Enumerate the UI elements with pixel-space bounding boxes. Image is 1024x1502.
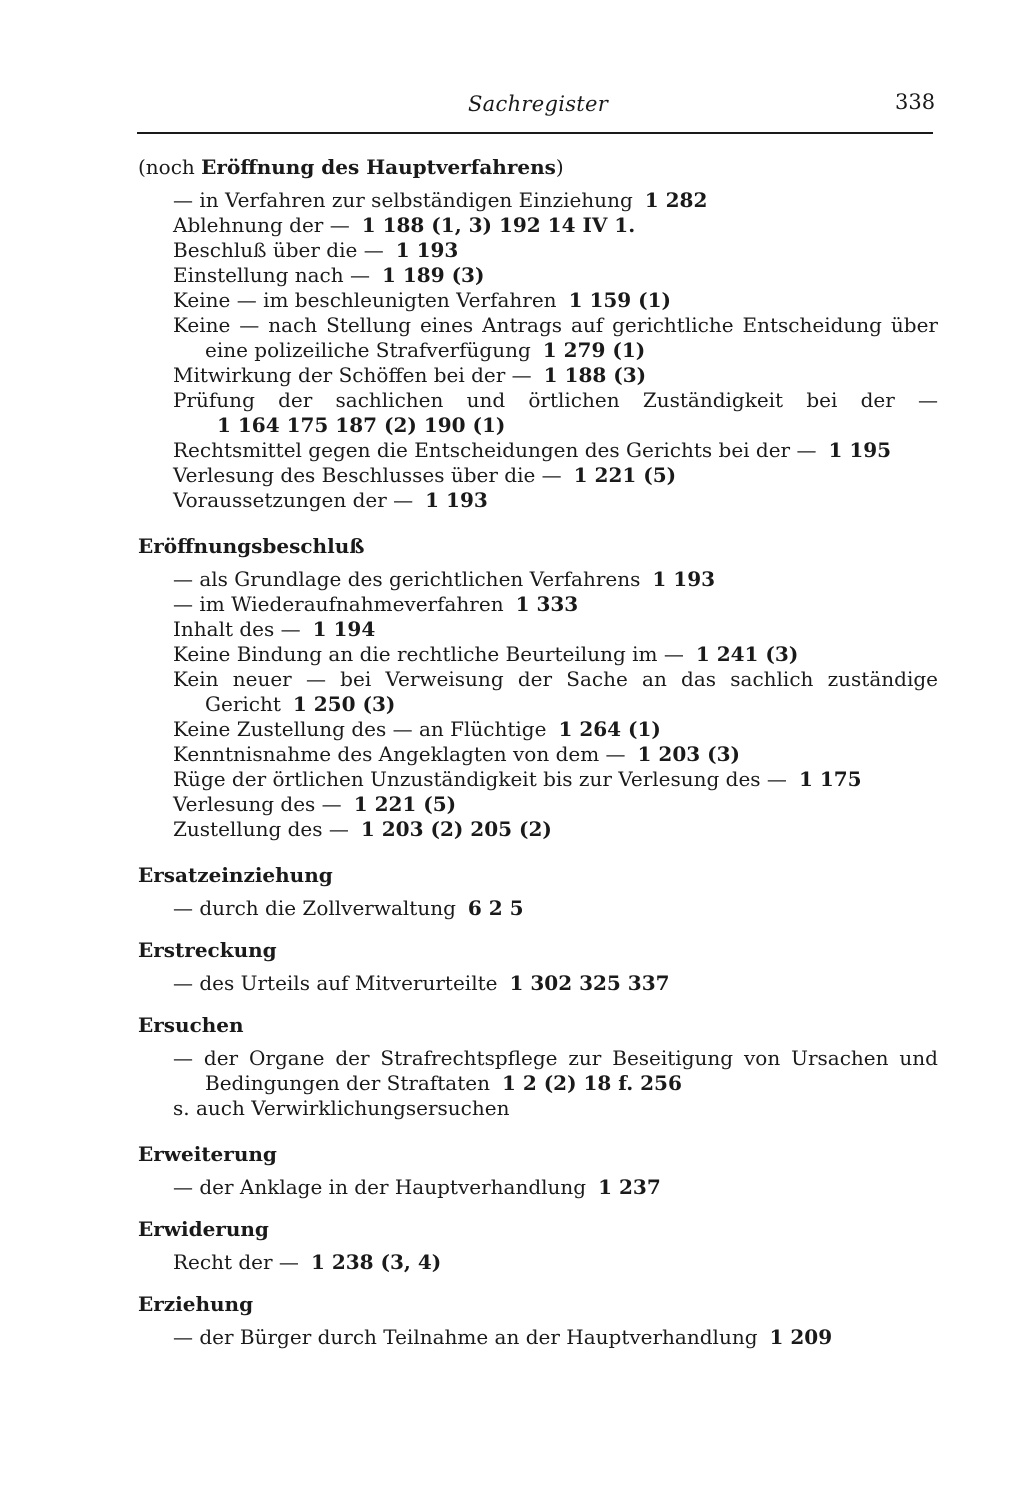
index-entry (173, 313, 938, 363)
entry-reference: 1 188 (1, 3) 192 14 IV 1. (361, 213, 636, 237)
index-section (138, 863, 938, 921)
index-heading: Eröffnungsbeschluß (138, 534, 365, 558)
index-section (138, 1292, 938, 1350)
entry-text: Keine Zustellung des — an Flüchtige (173, 717, 547, 741)
entry-reference: 1 159 (1) (568, 288, 672, 312)
index-entry (173, 642, 938, 667)
entry-reference: 1 250 (3) (292, 692, 396, 716)
page-number: 338 (895, 90, 936, 114)
entry-reference: 1 282 (644, 188, 708, 212)
entry-reference: 1 193 (425, 488, 488, 512)
entry-text: Rechtsmittel gegen die Entscheidungen des Gerichts bei der — (173, 438, 817, 462)
entry-reference: 1 164 175 187 (2) 190 (1) (217, 413, 506, 437)
index-section (138, 1013, 938, 1121)
entry-text: — in Verfahren zur selbständigen Einziehung (173, 188, 633, 212)
index-entry (173, 1175, 938, 1200)
entry-text: Rüge der örtlichen Unzuständigkeit bis zur Verlesung des — (173, 767, 787, 791)
index-heading: Erwiderung (138, 1217, 269, 1241)
index-heading: (noch Eröffnung des Hauptverfahrens) (138, 155, 564, 179)
index-entry (173, 238, 938, 263)
entry-reference: 1 2 (2) 18 f. 256 (501, 1071, 682, 1095)
entry-text: Prüfung der sachlichen und örtlichen Zuständigkeit bei der — (173, 388, 938, 412)
index-content (138, 155, 938, 1367)
index-entry (173, 817, 938, 842)
entry-text: — durch die Zollverwaltung (173, 896, 456, 920)
entry-reference: 1 203 (2) 205 (2) (360, 817, 552, 841)
entry-reference: 1 241 (3) (695, 642, 799, 666)
index-entry (173, 792, 938, 817)
index-section (138, 155, 938, 513)
entry-text: Kenntnisnahme des Angeklagten von dem — (173, 742, 626, 766)
index-section (138, 1217, 938, 1275)
entry-text: Ablehnung der — (173, 213, 350, 237)
index-entry (173, 896, 938, 921)
entry-reference: 1 189 (3) (381, 263, 485, 287)
entry-text: — als Grundlage des gerichtlichen Verfahrens (173, 567, 641, 591)
index-heading: Erziehung (138, 1292, 254, 1316)
index-heading: Erweiterung (138, 1142, 277, 1166)
entry-reference: 1 302 325 337 (509, 971, 670, 995)
index-entry (173, 592, 938, 617)
entry-text: Mitwirkung der Schöffen bei der — (173, 363, 532, 387)
entry-text: Zustellung des — (173, 817, 349, 841)
entry-text: Verlesung des Beschlusses über die — (173, 463, 562, 487)
entry-reference: 1 193 (652, 567, 716, 591)
index-entry (173, 1325, 938, 1350)
entry-text: Keine — im beschleunigten Verfahren (173, 288, 557, 312)
entry-text: Keine — nach Stellung eines Antrags auf gerichtliche Entscheidung über eine polizeiliche Strafverfügung (173, 313, 938, 362)
index-entry (173, 288, 938, 313)
index-entry (173, 1250, 938, 1275)
index-entry (173, 971, 938, 996)
entry-reference: 1 203 (3) (637, 742, 740, 766)
entry-reference: 1 333 (515, 592, 579, 616)
entry-reference: 1 264 (1) (558, 717, 661, 741)
index-entry (173, 717, 938, 742)
entry-text: Recht der — (173, 1250, 299, 1274)
entry-reference: 1 221 (5) (353, 792, 457, 816)
entry-text: Keine Bindung an die rechtliche Beurteilung im — (173, 642, 684, 666)
index-entry (173, 438, 938, 463)
index-entry (173, 363, 938, 388)
index-section (138, 534, 938, 842)
entry-text: — der Anklage in der Hauptverhandlung (173, 1175, 587, 1199)
entry-text: Kein neuer — bei Verweisung der Sache an das sachlich zuständige Gericht (173, 667, 938, 716)
entry-text: Inhalt des — (173, 617, 301, 641)
entry-text: — der Organe der Strafrechtspflege zur Beseitigung von Ursachen und Bedingungen der Straftaten (173, 1046, 938, 1095)
entry-reference: 6 2 5 (467, 896, 524, 920)
index-entry (173, 617, 938, 642)
entry-text: — der Bürger durch Teilnahme an der Hauptverhandlung (173, 1325, 758, 1349)
entry-reference: 1 279 (1) (542, 338, 646, 362)
index-section (138, 938, 938, 996)
index-entry (173, 388, 938, 438)
entry-reference: 1 193 (395, 238, 459, 262)
index-heading: Ersatzeinziehung (138, 863, 333, 887)
entry-text: Einstellung nach — (173, 263, 370, 287)
header-rule (137, 132, 933, 134)
index-entry (173, 488, 938, 513)
entry-reference: 1 194 (312, 617, 376, 641)
index-entry (173, 1096, 938, 1121)
entry-text: — des Urteils auf Mitverurteilte (173, 971, 498, 995)
entry-text: — im Wiederaufnahmeverfahren (173, 592, 504, 616)
running-title: Sachregister (468, 92, 609, 116)
index-entry (173, 188, 938, 213)
index-entry (173, 213, 938, 238)
entry-reference: 1 209 (769, 1325, 833, 1349)
index-entry (173, 567, 938, 592)
index-entry (173, 463, 938, 488)
entry-reference: 1 175 (798, 767, 862, 791)
entry-reference: 1 221 (5) (573, 463, 677, 487)
index-section (138, 1142, 938, 1200)
entry-reference: 1 188 (3) (543, 363, 647, 387)
index-entry (173, 742, 938, 767)
entry-text: s. auch Verwirklichungsersuchen (173, 1096, 510, 1120)
index-entry (173, 263, 938, 288)
index-heading: Ersuchen (138, 1013, 244, 1037)
entry-text: Beschluß über die — (173, 238, 384, 262)
entry-reference: 1 195 (828, 438, 892, 462)
entry-text: Voraussetzungen der — (173, 488, 414, 512)
entry-reference: 1 238 (3, 4) (310, 1250, 442, 1274)
index-heading: Erstreckung (138, 938, 277, 962)
index-entry (173, 1046, 938, 1096)
index-entry (173, 667, 938, 717)
entry-text: Verlesung des — (173, 792, 342, 816)
entry-reference: 1 237 (598, 1175, 661, 1199)
index-entry (173, 767, 938, 792)
